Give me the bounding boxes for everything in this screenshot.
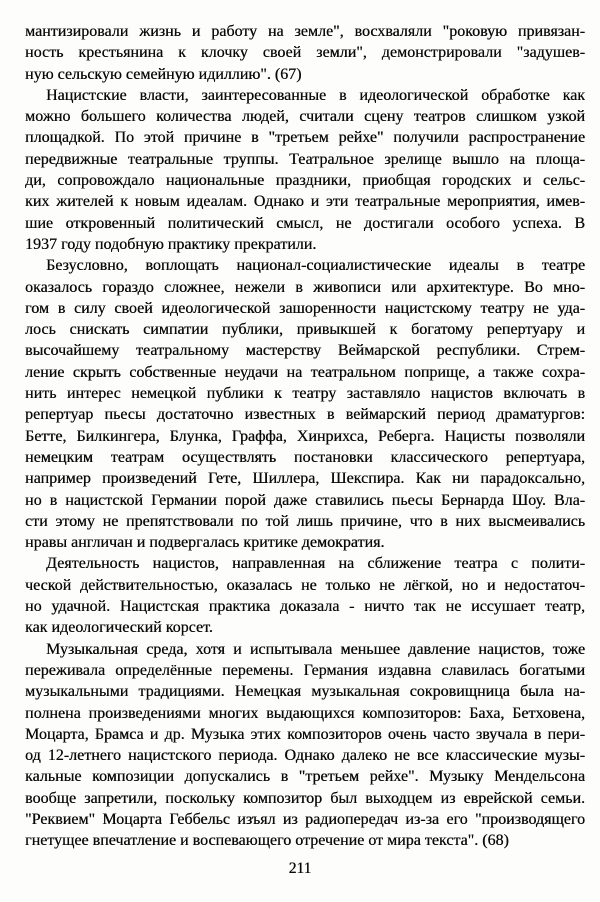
text-line: мантизировали жизнь и работу на земле", восхваляли "роковую привязан- — [25, 23, 585, 40]
text-line: например произведений Гете, Шиллера, Шекспира. Как ни парадоксально, — [25, 470, 585, 488]
text-line: репертуар пьесы достаточно известных в веймарский период драматургов: — [25, 406, 585, 424]
paragraph — [25, 21, 585, 85]
text-line: переживала определённые перемены. Германия издавна славилась богатыми — [25, 661, 585, 679]
paragraph — [25, 85, 585, 255]
text-line: передвижные театральные труппы. Театральное зрелище вышло на площа- — [25, 150, 585, 168]
text-line: Деятельность нацистов, направленная на сближение театра с полити- — [46, 555, 585, 573]
page-number: 211 — [288, 860, 312, 877]
paragraph — [25, 639, 585, 852]
paragraph — [25, 255, 585, 553]
text-line: полнена произведениями многих выдающихся композиторов: Баха, Бетховена, — [25, 704, 585, 722]
text-line: оказалось гораздо сложнее, нежели в живописи или архитектуре. Во мно- — [25, 278, 585, 296]
text-line: кальные композиции допускались в "третьем рейхе". Музыку Мендельсона — [25, 768, 585, 786]
text-line: Моцарта, Брамса и др. Музыка этих композиторов очень часто звучала в пери- — [25, 725, 585, 743]
text-line: ких жителей к новым идеалам. Однако и эти театральные мероприятия, имев- — [25, 193, 585, 211]
text-line: 1937 году подобную практику прекратили. — [25, 235, 317, 253]
text-line: высочайшему театральному мастерству Веймарской республики. Стрем- — [25, 342, 585, 360]
text-line: как идеологический корсет. — [25, 619, 213, 637]
text-line: гом в силу своей идеологической зашоренности нацистскому театру не уда- — [25, 299, 585, 317]
text-line: ление скрыть собственные неудачи на театральном поприще, а также сохра- — [25, 363, 585, 381]
text-line: Нацистские власти, заинтересованные в идеологической обработке как — [46, 86, 585, 104]
text-line: нить интерес немецкой публики к театру заставляло нацистов включать в — [25, 385, 585, 403]
paragraph — [25, 553, 585, 638]
text-line: нравы англичан и подвергалась критике демократия. — [25, 534, 385, 552]
text-line: но в нацистской Германии порой даже ставились пьесы Бернарда Шоу. Вла- — [25, 491, 585, 509]
text-line: Безусловно, воплощать национал-социалистические идеалы в театре — [46, 257, 585, 275]
text-line: ческой действительностью, оказалась не только не лёгкой, но и недостаточ- — [25, 576, 585, 594]
text-line: Бетте, Билкингера, Блунка, Граффа, Хинрихса, Реберга. Нацисты позволяли — [25, 427, 585, 445]
page-text-block — [25, 21, 585, 852]
text-line: ди, сопровождало национальные праздники, приобщая городских и сельс- — [25, 172, 585, 190]
text-line: ность крестьянина к клочку своей земли", демонстрировали "задушев- — [25, 44, 585, 62]
text-line: Музыкальная среда, хотя и испытывала меньшее давление нацистов, тоже — [46, 640, 585, 658]
text-line: од 12-летнего нацистского периода. Однако далеко не все классические музы- — [25, 747, 585, 765]
text-line: музыкальными традициями. Немецкая музыкальная сокровищница была на- — [25, 683, 585, 701]
text-line: шие откровенный политический смысл, не достигали особого успеха. В — [25, 214, 585, 232]
text-line: можно большего количества людей, считали сцену театров слишком узкой — [25, 108, 585, 126]
text-line: сти этому не препятствовали по той лишь причине, что в них высмеивались — [25, 512, 585, 530]
text-line: вообще запретили, поскольку композитор был выходцем из еврейской семьи. — [25, 789, 585, 807]
text-line: немецким театрам осуществлять постановки классического репертуара, — [25, 448, 585, 466]
text-line: лось снискать симпатии публики, привыкшей к богатому репертуару и — [25, 321, 585, 339]
text-line: ную сельскую семейную идиллию". (67) — [25, 65, 302, 83]
text-line: площадкой. По этой причине в "третьем рейхе" получили распространение — [25, 129, 585, 147]
text-line: "Реквием" Моцарта Геббельс изъял из радиопередач из-за его "производящего — [25, 810, 585, 828]
text-line: гнетущее впечатление и воспевающего отречение от мира текста". (68) — [25, 832, 509, 850]
text-line: но удачной. Нацистская практика доказала - ничто так не иссушает театр, — [25, 598, 585, 616]
